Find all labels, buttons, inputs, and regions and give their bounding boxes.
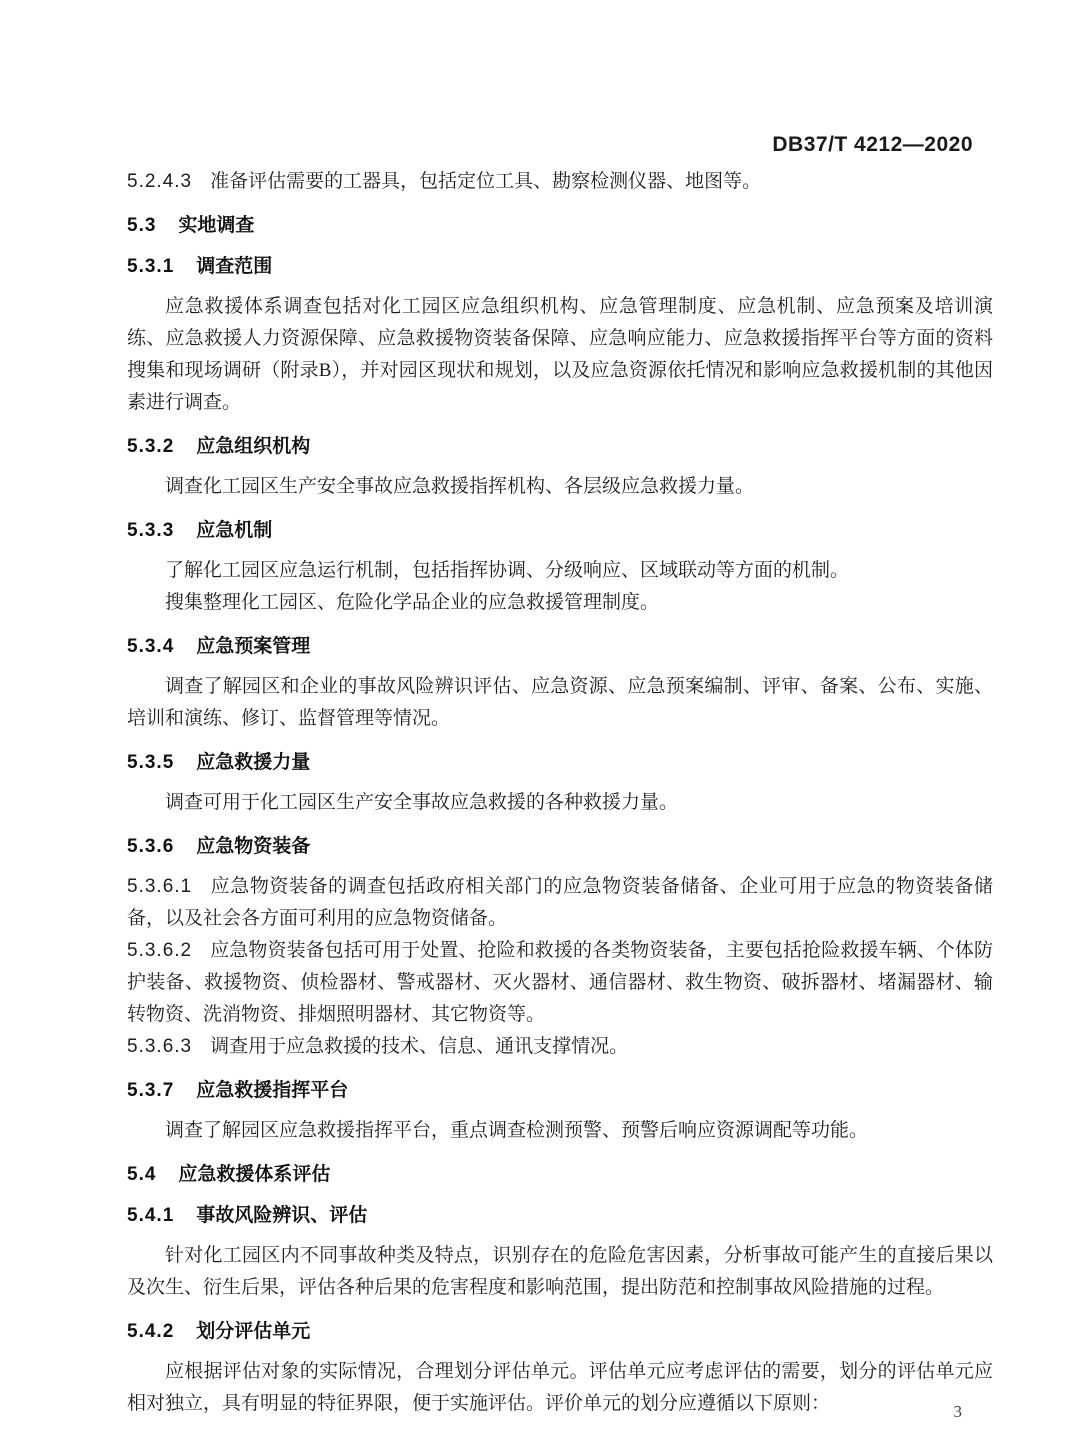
section-number: 5.4.1: [127, 1205, 175, 1226]
section-heading: [127, 1078, 993, 1104]
body-paragraph: 了解化工园区应急运行机制，包括指挥协调、分级响应、区域联动等方面的机制。: [165, 560, 850, 581]
section-title: 应急救援指挥平台: [196, 1080, 349, 1101]
clause-paragraph: [127, 1031, 993, 1063]
clause-number: 5.3.6.2: [127, 940, 193, 961]
section-title: 应急组织机构: [196, 436, 311, 457]
clause-number: 5.3.6.3: [127, 1036, 193, 1057]
section-number: 5.3.2: [127, 436, 175, 457]
section-number: 5.3.7: [127, 1080, 175, 1101]
section-heading: [127, 1162, 993, 1188]
body-paragraph: 针对化工园区内不同事故种类及特点，识别存在的危险危害因素，分析事故可能产生的直接后果以及次生、衍生后果，评估各种后果的危害程度和影响范围，提出防范和控制事故风险措施的过程。: [127, 1245, 993, 1298]
clause-number: 5.3.6.1: [127, 876, 193, 897]
page-number: 3: [953, 1402, 962, 1421]
document-code: DB37/T 4212—2020: [772, 133, 973, 156]
section-heading: [127, 1319, 993, 1345]
body-paragraph: 应急救援体系调查包括对化工园区应急组织机构、应急管理制度、应急机制、应急预案及培训演练、应急救援人力资源保障、应急救援物资装备保障、应急响应能力、应急救援指挥平台等方面的资料搜集和现场调研（附录B），并对园区现状和规划，以及应急资源依托情况和影响应急救援机制的其他因素进行调查。: [127, 296, 993, 413]
body-paragraph: 应根据评估对象的实际情况，合理划分评估单元。评估单元应考虑评估的需要，划分的评估单元应相对独立，具有明显的特征界限，便于实施评估。评价单元的划分应遵循以下原则：: [127, 1361, 993, 1414]
clause-number: 5.2.4.3: [127, 171, 193, 192]
section-number: 5.3.1: [127, 256, 175, 277]
clause-paragraph: [127, 935, 993, 1031]
section-heading: [127, 254, 993, 280]
section-heading: [127, 434, 993, 460]
section-number: 5.3.5: [127, 752, 175, 773]
clause-text: 准备评估需要的工器具，包括定位工具、勘察检测仪器、地图等。: [210, 171, 762, 192]
section-title: 划分评估单元: [196, 1321, 311, 1342]
body-paragraph: 调查化工园区生产安全事故应急救援指挥机构、各层级应急救援力量。: [165, 476, 755, 497]
document-body: [127, 166, 993, 1420]
clause-paragraph: [127, 166, 993, 198]
clause-text: 应急物资装备的调查包括政府相关部门的应急物资装备储备、企业可用于应急的物资装备储备，以及社会各方面可利用的应急物资储备。: [127, 876, 993, 929]
body-paragraph: 调查了解园区和企业的事故风险辨识评估、应急资源、应急预案编制、评审、备案、公布、实施、培训和演练、修订、监督管理等情况。: [127, 676, 993, 729]
clause-text: 应急物资装备包括可用于处置、抢险和救援的各类物资装备，主要包括抢险救援车辆、个体防护装备、救援物资、侦检器材、警戒器材、灭火器材、通信器材、救生物资、破拆器材、堵漏器材、输转物资、洗消物资、排烟照明器材、其它物资等。: [127, 940, 993, 1025]
clause-text: 调查用于应急救援的技术、信息、通讯支撑情况。: [210, 1036, 629, 1057]
body-paragraph: 搜集整理化工园区、危险化学品企业的应急救援管理制度。: [165, 592, 660, 613]
section-heading: [127, 1203, 993, 1229]
section-title: 事故风险辨识、评估: [196, 1205, 368, 1226]
body-paragraph: 调查了解园区应急救援指挥平台，重点调查检测预警、预警后响应资源调配等功能。: [165, 1120, 869, 1141]
section-heading: [127, 213, 993, 239]
section-title: 调查范围: [196, 256, 273, 277]
section-number: 5.3.6: [127, 836, 175, 857]
section-title: 应急预案管理: [196, 636, 311, 657]
clause-paragraph: [127, 871, 993, 935]
section-title: 应急物资装备: [196, 836, 311, 857]
section-heading: [127, 750, 993, 776]
section-heading: [127, 634, 993, 660]
section-number: 5.3: [127, 215, 157, 236]
section-heading: [127, 518, 993, 544]
section-number: 5.4: [127, 1164, 157, 1185]
section-number: 5.3.3: [127, 520, 175, 541]
section-title: 应急救援力量: [196, 752, 311, 773]
section-title: 应急救援体系评估: [178, 1164, 331, 1185]
section-number: 5.3.4: [127, 636, 175, 657]
section-title: 实地调查: [178, 215, 255, 236]
body-paragraph: 调查可用于化工园区生产安全事故应急救援的各种救援力量。: [165, 792, 679, 813]
section-title: 应急机制: [196, 520, 273, 541]
section-number: 5.4.2: [127, 1321, 175, 1342]
section-heading: [127, 834, 993, 860]
